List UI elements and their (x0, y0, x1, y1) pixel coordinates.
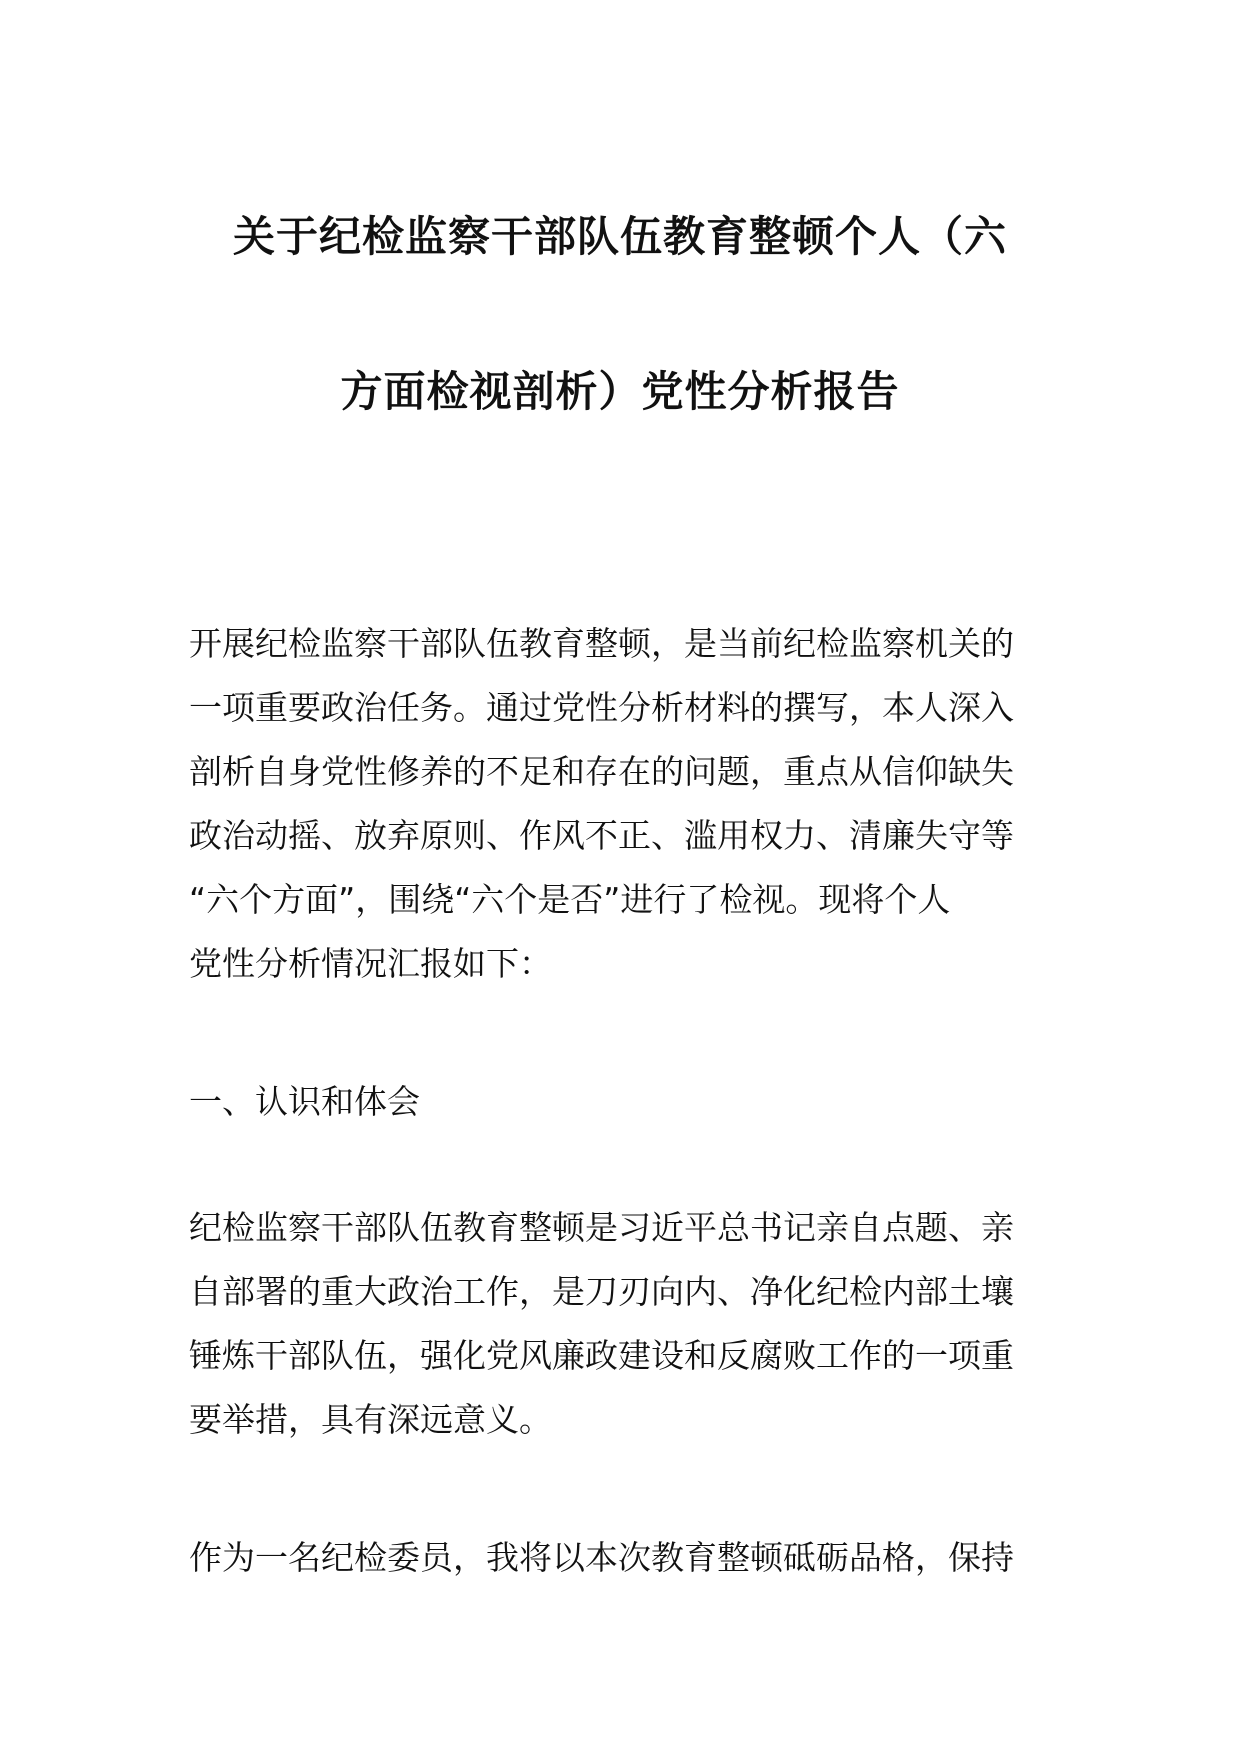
section-1-paragraph-2 (189, 1526, 1061, 1590)
section-1-paragraph-1 (189, 1196, 1061, 1452)
intro-line-2: 一项重要政治任务。通过党性分析材料的撰写，本人深入 (189, 688, 1014, 727)
intro-line-5: “六个方面”，围绕“六个是否”进行了检视。现将个人 (189, 880, 951, 919)
intro-line-3: 剖析自身党性修养的不足和存在的问题，重点从信仰缺失 (189, 752, 1014, 791)
intro-line-1: 开展纪检监察干部队伍教育整顿，是当前纪检监察机关的 (189, 624, 1014, 663)
intro-paragraph (189, 612, 1061, 996)
section-1-para-2-line-1: 作为一名纪检委员，我将以本次教育整顿砥砺品格，保持 (189, 1538, 1014, 1577)
intro-line-4: 政治动摇、放弃原则、作风不正、滥用权力、清廉失守等 (189, 816, 1014, 855)
section-1-heading-text: 一、认识和体会 (189, 1082, 420, 1121)
section-1-para-1-line-3: 锤炼干部队伍，强化党风廉政建设和反腐败工作的一项重 (189, 1336, 1014, 1375)
intro-line-6: 党性分析情况汇报如下： (189, 944, 552, 983)
document-title-line-1: 关于纪检监察干部队伍教育整顿个人（六 (232, 212, 1007, 261)
section-1-para-1-line-2: 自部署的重大政治工作，是刀刃向内、净化纪检内部土壤 (189, 1272, 1014, 1311)
document-title-line-2: 方面检视剖析）党性分析报告 (340, 367, 900, 416)
section-1-para-1-line-4: 要举措，具有深远意义。 (189, 1400, 552, 1439)
section-1-heading (189, 1070, 1061, 1134)
section-1-para-1-line-1: 纪检监察干部队伍教育整顿是习近平总书记亲自点题、亲 (189, 1208, 1014, 1247)
